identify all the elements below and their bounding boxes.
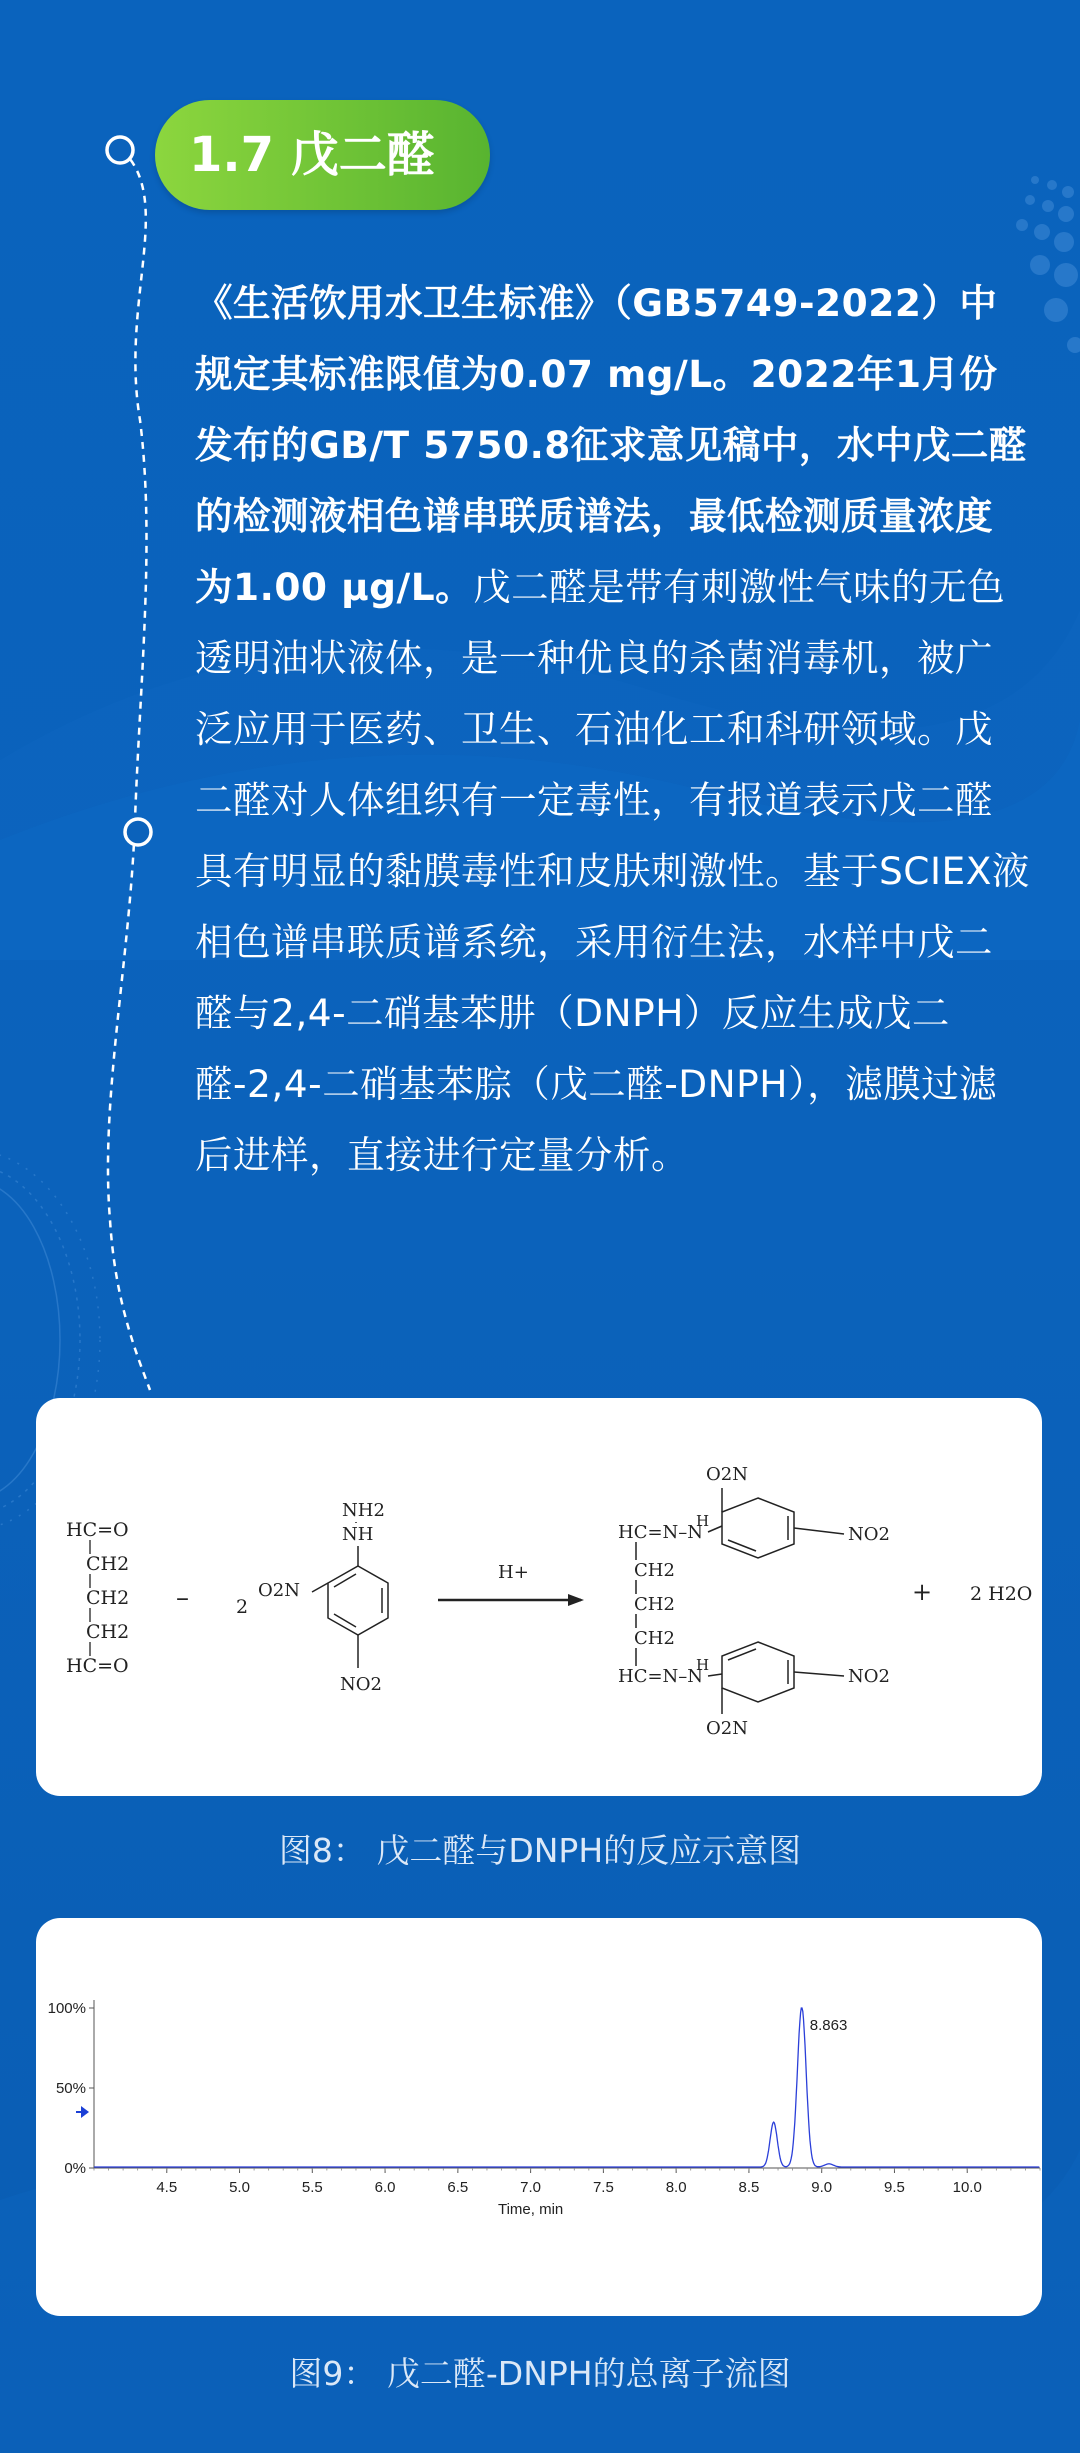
product-top-o2n: O2N bbox=[706, 1464, 748, 1485]
chromatogram-axes bbox=[94, 2000, 1040, 2168]
x-tick-label: 8.5 bbox=[738, 2179, 760, 2196]
figure8-caption: 图8： 戊二醛与DNPH的反应示意图 bbox=[278, 1831, 802, 1870]
x-tick-label: 6.5 bbox=[447, 2179, 469, 2196]
x-tick-label: 6.0 bbox=[374, 2179, 396, 2196]
y-tick-label: 100% bbox=[47, 2000, 86, 2017]
product-hydrazone-top: HC=N–N bbox=[618, 1522, 704, 1543]
catalyst-label: H+ bbox=[498, 1562, 529, 1583]
y-tick-label: 50% bbox=[55, 2080, 86, 2097]
body-paragraph bbox=[195, 268, 1030, 1191]
product-bottom-o2n: O2N bbox=[706, 1718, 748, 1739]
x-tick-label: 8.0 bbox=[665, 2179, 687, 2196]
y-tick-label: 0% bbox=[64, 2160, 86, 2177]
product-no2-top: NO2 bbox=[848, 1524, 890, 1545]
product-hydrazone-bottom: HC=N–N bbox=[618, 1666, 704, 1687]
glutaraldehyde-cho-top: HC=O bbox=[66, 1519, 129, 1541]
product-no2-bottom: NO2 bbox=[848, 1666, 890, 1687]
glutaraldehyde-cho-bottom: HC=O bbox=[66, 1655, 129, 1677]
standard-limit-text: 《生活饮用水卫生标准》（GB5749-2022）中规定其标准限值为0.07 mg/L。2022年1月份发布的GB/T 5750.8征求意见稿中，水中戊二醛的检测液相色谱串联质谱法，最低检测质量浓度为1.00 μg/L。 bbox=[195, 281, 1027, 609]
product-structure bbox=[618, 1464, 890, 1739]
dnph-coefficient: 2 bbox=[236, 1596, 249, 1618]
x-tick-label: 9.0 bbox=[811, 2179, 833, 2196]
glutaraldehyde-structure bbox=[66, 1519, 129, 1677]
product-ch2-3: CH2 bbox=[634, 1628, 675, 1649]
x-tick-label: 4.5 bbox=[156, 2179, 178, 2196]
figure9-caption: 图9： 戊二醛-DNPH的总离子流图 bbox=[289, 2354, 791, 2393]
product-h-bottom: H bbox=[696, 1656, 710, 1674]
glutaraldehyde-ch2-3: CH2 bbox=[86, 1621, 130, 1643]
product-ch2-2: CH2 bbox=[634, 1594, 675, 1615]
x-tick-label: 7.5 bbox=[592, 2179, 614, 2196]
product-ch2-1: CH2 bbox=[634, 1560, 675, 1581]
reaction-minus: – bbox=[176, 1583, 189, 1613]
sample-marker-icon bbox=[81, 2106, 89, 2118]
dnph-nh: NH bbox=[342, 1524, 374, 1545]
reaction-scheme-card bbox=[36, 1398, 1042, 1796]
reaction-plus: + bbox=[912, 1578, 933, 1606]
description-text: 戊二醛是带有刺激性气味的无色透明油状液体，是一种优良的杀菌消毒机，被广泛应用于医药、卫生、石油化工和科研领域。戊二醛对人体组织有一定毒性，有报道表示戊二醛具有明显的黏膜毒性和皮肤刺激性。基于SCIEX液相色谱串联质谱系统，采用衍生法，水样中戊二醛与2,4-二硝基苯肼（DNPH）反应生成戊二醛-2,4-二硝基苯腙（戊二醛-DNPH），滤膜过滤后进样，直接进行定量分析。 bbox=[195, 565, 1030, 1177]
peak-label: 8.863 bbox=[809, 2017, 848, 2034]
section-badge: 1.7 戊二醛 bbox=[155, 100, 490, 210]
dnph-no2: NO2 bbox=[340, 1674, 382, 1695]
x-tick-label: 9.5 bbox=[884, 2179, 905, 2196]
x-tick-label: 5.5 bbox=[301, 2179, 323, 2196]
x-tick-label: 7.0 bbox=[520, 2179, 542, 2196]
dnph-structure bbox=[236, 1500, 388, 1695]
total-ion-chromatogram bbox=[36, 1918, 1042, 2316]
reaction-arrow bbox=[438, 1562, 584, 1606]
x-tick-label: 5.0 bbox=[229, 2179, 250, 2196]
glutaraldehyde-ch2-1: CH2 bbox=[86, 1553, 130, 1575]
x-axis-label: Time, min bbox=[497, 2201, 564, 2218]
chromatogram-trace bbox=[94, 2008, 1039, 2167]
water-product: 2 H2O bbox=[970, 1583, 1033, 1605]
glutaraldehyde-ch2-2: CH2 bbox=[86, 1587, 130, 1609]
product-h-top: H bbox=[696, 1512, 710, 1530]
x-tick-label: 10.0 bbox=[952, 2179, 982, 2196]
dnph-nh2: NH2 bbox=[342, 1500, 385, 1521]
chromatogram-card bbox=[36, 1918, 1042, 2316]
reaction-scheme bbox=[36, 1398, 1042, 1796]
dnph-o2n: O2N bbox=[258, 1580, 300, 1601]
